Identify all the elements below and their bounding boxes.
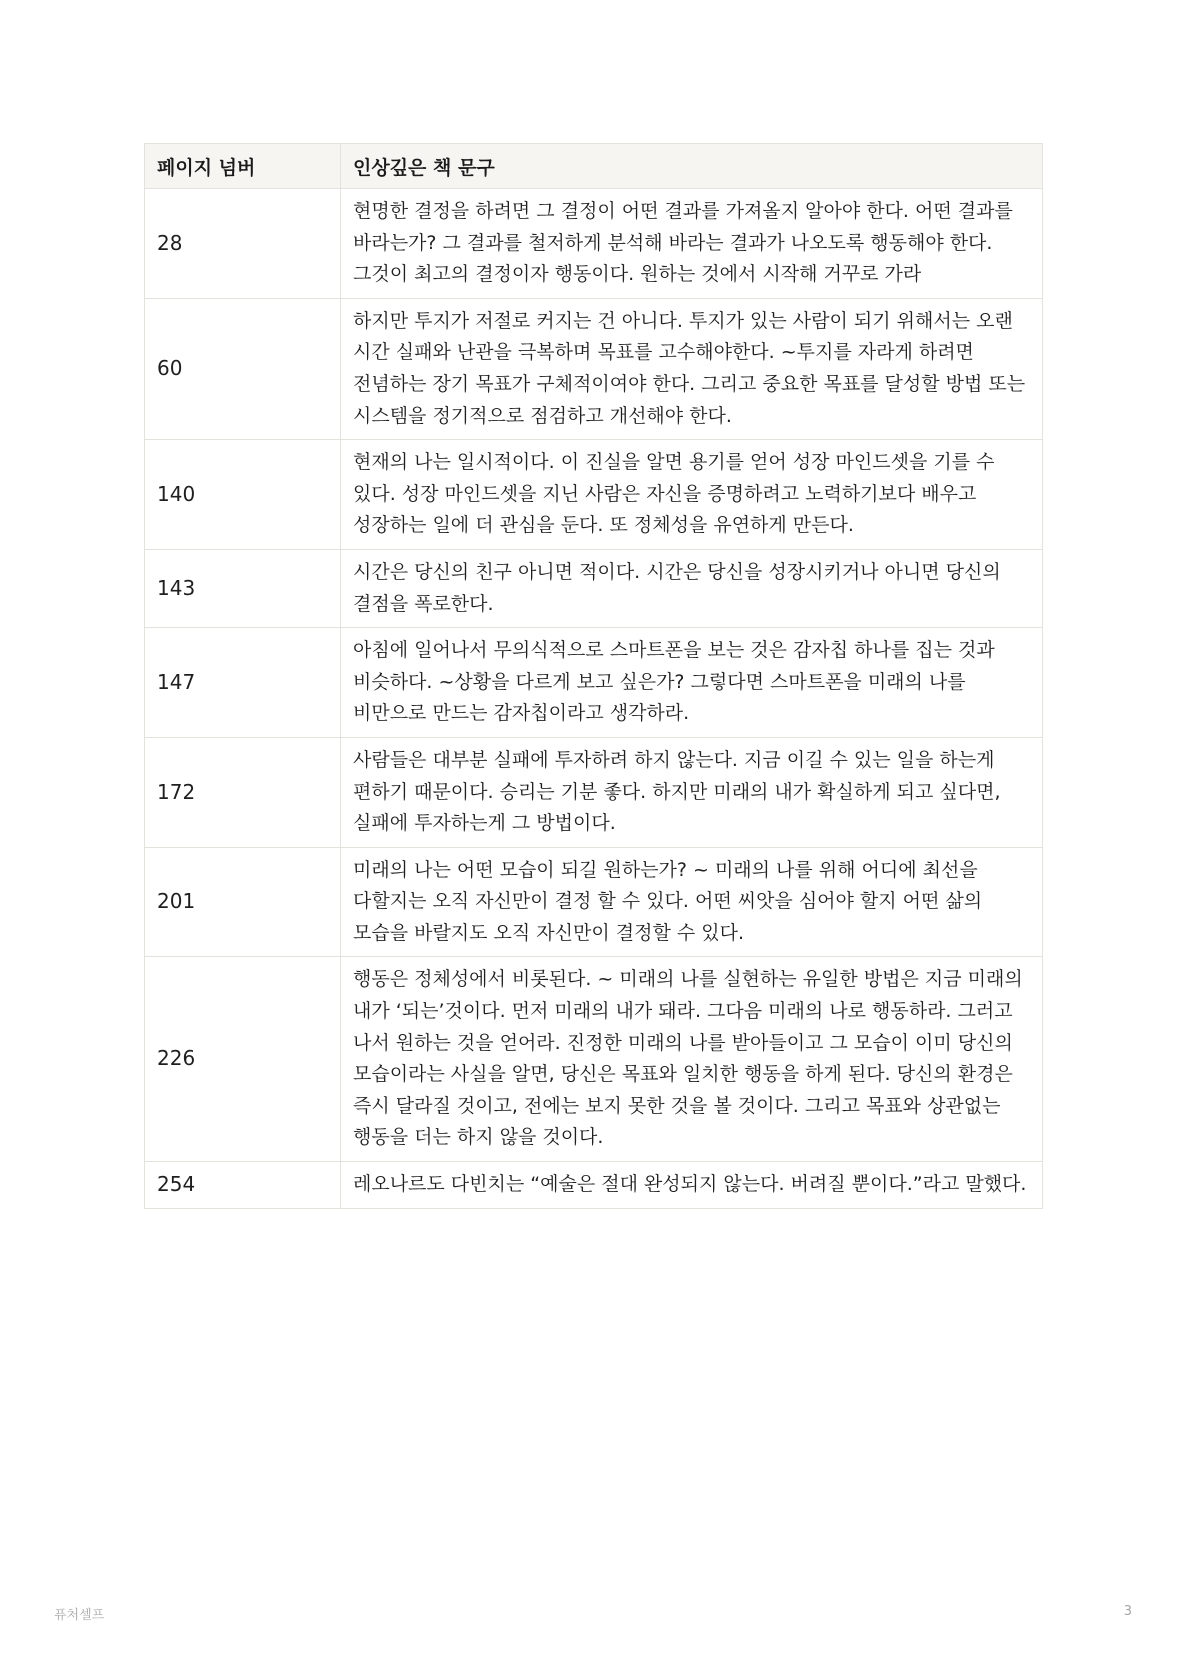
table-row [145,298,1043,439]
quotes-table [144,143,1043,1209]
footer-document-title: 퓨처셀프 [54,1608,105,1623]
table-row [145,737,1043,847]
table-row [145,440,1043,550]
quote-cell: 시간은 당신의 친구 아니면 적이다. 시간은 당신을 성장시키거나 아니면 당신의 결점을 폭로한다. [341,549,1043,627]
table-row [145,1162,1043,1209]
table-row [145,549,1043,627]
page-number-cell: 254 [145,1162,341,1209]
quote-cell: 행동은 정체성에서 비롯된다. ~ 미래의 나를 실현하는 유일한 방법은 지금 미래의 내가 ‘되는’것이다. 먼저 미래의 내가 돼라. 그다음 미래의 나로 행동하라. 그러고 나서 원하는 것을 얻어라. 진정한 미래의 나를 받아들이고 그 모습이 이미 당신의 모습이라는 사실을 알면, 당신은 목표와 일치한 행동을 하게 된다. 당신의 환경은 즉시 달라질 것이고, 전에는 보지 못한 것을 볼 것이다. 그리고 목표와 상관없는 행동을 더는 하지 않을 것이다. [341,957,1043,1162]
footer-page-number: 3 [1123,1604,1132,1619]
quote-cell: 하지만 투지가 저절로 커지는 건 아니다. 투지가 있는 사람이 되기 위해서는 오랜 시간 실패와 난관을 극복하며 목표를 고수해야한다. ~투지를 자라게 하려면 전념하는 장기 목표가 구체적이여야 한다. 그리고 중요한 목표를 달성할 방법 또는 시스템을 정기적으로 점검하고 개선해야 한다. [341,298,1043,439]
page-number-cell: 172 [145,737,341,847]
page-number-cell: 201 [145,847,341,957]
page-number-cell: 28 [145,189,341,299]
table-row [145,189,1043,299]
table-row [145,628,1043,738]
quote-cell: 미래의 나는 어떤 모습이 되길 원하는가? ~ 미래의 나를 위해 어디에 최선을 다할지는 오직 자신만이 결정 할 수 있다. 어떤 씨앗을 심어야 할지 어떤 삶의 모습을 바랄지도 오직 자신만이 결정할 수 있다. [341,847,1043,957]
quote-cell: 현명한 결정을 하려면 그 결정이 어떤 결과를 가져올지 알아야 한다. 어떤 결과를 바라는가? 그 결과를 철저하게 분석해 바라는 결과가 나오도록 행동해야 한다. 그것이 최고의 결정이자 행동이다. 원하는 것에서 시작해 거꾸로 가라 [341,189,1043,299]
quote-cell: 아침에 일어나서 무의식적으로 스마트폰을 보는 것은 감자칩 하나를 집는 것과 비슷하다. ~상황을 다르게 보고 싶은가? 그렇다면 스마트폰을 미래의 나를 비만으로 만드는 감자칩이라고 생각하라. [341,628,1043,738]
page-number-cell: 147 [145,628,341,738]
quote-cell: 사람들은 대부분 실패에 투자하려 하지 않는다. 지금 이길 수 있는 일을 하는게 편하기 때문이다. 승리는 기분 좋다. 하지만 미래의 내가 확실하게 되고 싶다면, 실패에 투자하는게 그 방법이다. [341,737,1043,847]
page-number-cell: 143 [145,549,341,627]
table-row [145,957,1043,1162]
quote-cell: 레오나르도 다빈치는 “예술은 절대 완성되지 않는다. 버려질 뿐이다.”라고 말했다. [341,1162,1043,1209]
column-header-quote: 인상깊은 책 문구 [341,144,1043,189]
page-number-cell: 60 [145,298,341,439]
table-row [145,847,1043,957]
page-number-cell: 226 [145,957,341,1162]
table-header-row [145,144,1043,189]
page-number-cell: 140 [145,440,341,550]
quote-cell: 현재의 나는 일시적이다. 이 진실을 알면 용기를 얻어 성장 마인드셋을 기를 수 있다. 성장 마인드셋을 지닌 사람은 자신을 증명하려고 노력하기보다 배우고 성장하는 일에 더 관심을 둔다. 또 정체성을 유연하게 만든다. [341,440,1043,550]
column-header-page-number: 페이지 넘버 [145,144,341,189]
